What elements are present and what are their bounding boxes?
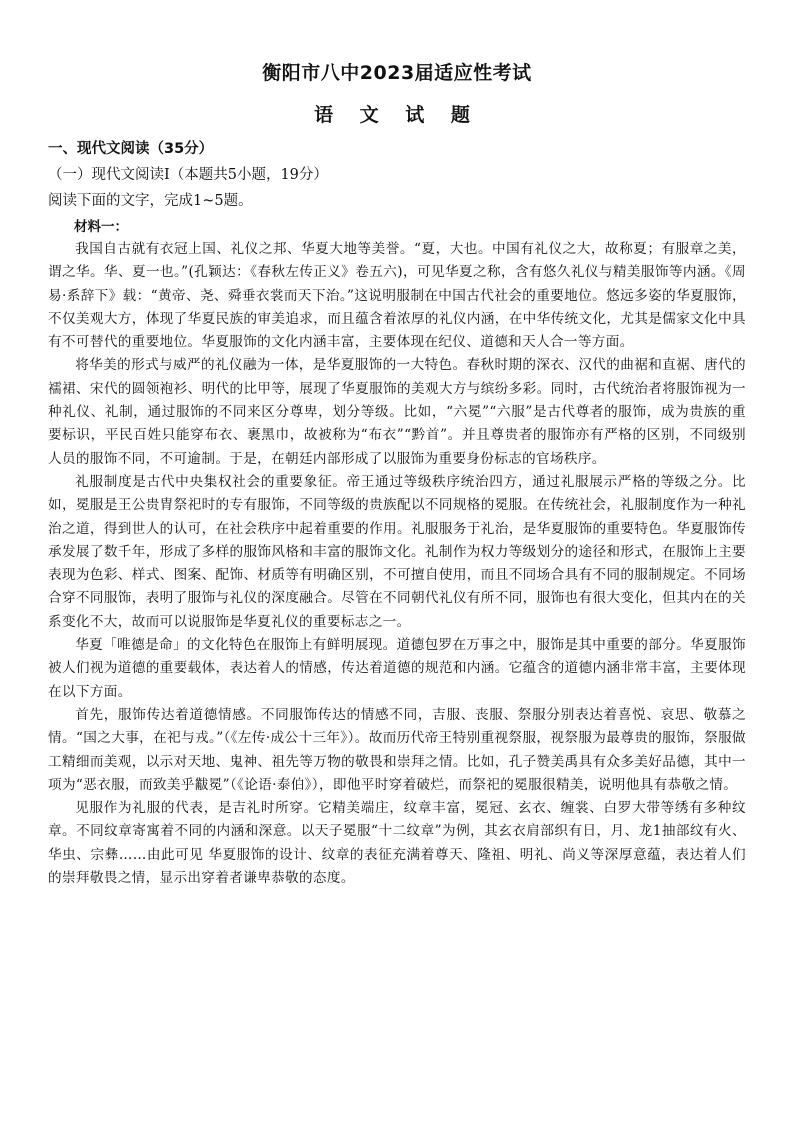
reading-passage bbox=[48, 238, 746, 890]
section-subheading: （一）现代文阅读Ⅰ（本题共5小题，19分） bbox=[48, 167, 328, 183]
paragraph: 首先，服饰传达着道德情感。不同服饰传达的情感不同，吉服、丧服、祭服分别表达着喜悦、哀思、敬慕之情。“国之大事，在祀与戎。”（《左传·成公十三年》）。故而历代帝王特别重视祭服，视祭服为最尊贵的服饰，祭服做工精细而美观，以示对天地、鬼神、祖先等万物的敬畏和崇拜之情。比如，孔子赞美禹具有众多美好品德，其中一项为“恶衣服，而致美乎黻冕”（《论语·泰伯》），即他平时穿着破烂，而祭祀的冕服很精美，说明他具有恭敬之情。 bbox=[48, 706, 746, 793]
section-heading: 一、现代文阅读（35分） bbox=[48, 141, 214, 157]
exam-title: 衡阳市八中2023届适应性考试 bbox=[262, 62, 532, 84]
material-label: 材料一： bbox=[74, 219, 128, 235]
paragraph: 见服作为礼服的代表，是吉礼时所穿。它精美端庄，纹章丰富，冕冠、玄衣、缠裳、白罗大带等绣有多种纹章。不同纹章寄寓着不同的内涵和深意。以天子冕服“十二纹章”为例，其玄衣肩部织有日，月、龙1抽部纹有火、华虫、宗彝……由此可见 华夏服饰的设计、纹章的表征充满着尊天、隆祖、明礼、尚义等深厚意蕴，表达着人们的崇拜敬畏之情，显示出穿着者谦卑恭敬的态度。 bbox=[48, 800, 746, 887]
paragraph: 将华美的形式与威严的礼仪融为一体，是华夏服饰的一大特色。春秋时期的深衣、汉代的曲裾和直裾、唐代的襦裙、宋代的圆领袍衫、明代的比甲等，展现了华夏服饰的美观大方与缤纷多彩。同时，古代统治者将服饰视为一种礼仪、礼制，通过服饰的不同来区分尊卑，划分等级。比如，“六冕”“六服”是古代尊者的服饰，成为贵族的重要标识，平民百姓只能穿布衣、裹黑巾，故被称为“布衣”“黔首”。并且尊贵者的服饰亦有严格的区别，不同级别人员的服饰不同，不可逾制。于是，在朝廷内部形成了以服饰为重要身份标志的官场秩序。 bbox=[48, 357, 746, 467]
paragraph: 我国自古就有衣冠上国、礼仪之邦、华夏大地等美誉。“夏，大也。中国有礼仪之大，故称夏；有服章之美，谓之华。华、夏一也。”(孔颖达：《春秋左传正义》卷五六)，可见华夏之称，含有悠久礼仪与精美服饰等内涵。《周易·系辞下》载：“黄帝、尧、舜垂衣裳而天下治。”这说明服制在中国古代社会的重要地位。悠远多姿的华夏服饰，不仅美观大方，体现了华夏民族的审美追求，而且蕴含着浓厚的礼仪内涵，在中华传统文化，尤其是儒家文化中具有不可替代的重要地位。华夏服饰的文化内涵丰富，主要体现在纪仪、道德和天人合一等方面。 bbox=[48, 241, 746, 351]
instruction-text: 阅读下面的文字，完成1~5题。 bbox=[48, 193, 253, 209]
paragraph: 礼服制度是古代中央集权社会的重要象征。帝王通过等级秩序统治四方，通过礼服展示严格的等级之分。比如，冕服是王公贵胄祭祀时的专有服饰，不同等级的贵族配以不同规格的冕服。在传统社会，礼服制度作为一种礼治之道，得到世人的认可，在社会秩序中起着重要的作用。礼服服务于礼治，是华夏服饰的重要特色。华夏服饰传承发展了数千年，形成了多样的服饰风格和丰富的服饰文化。礼制作为权力等级划分的途径和形式，在服饰上主要表现为色彩、样式、图案、配饰、材质等有明确区别，不可擅自使用，而且不同场合具有不同的服制规定。不同场合穿不同服饰，表明了服饰与礼仪的深度融合。尽管在不同朝代礼仪有所不同，服饰也有很大变化，但其内在的关系变化不大，故而可以说服饰是华夏礼仪的重要标志之一。 bbox=[48, 473, 746, 630]
subject-title: 语 文 试 题 bbox=[314, 104, 480, 126]
paragraph: 华夏「唯德是命」的文化特色在服饰上有鲜明展现。道德包罗在万事之中，服饰是其中重要的部分。华夏服饰被人们视为道德的重要载体，表达着人的情感，传达着道德的规范和内涵。它蕴含的道德内涵非常丰富，主要体现在以下方面。 bbox=[48, 637, 746, 700]
